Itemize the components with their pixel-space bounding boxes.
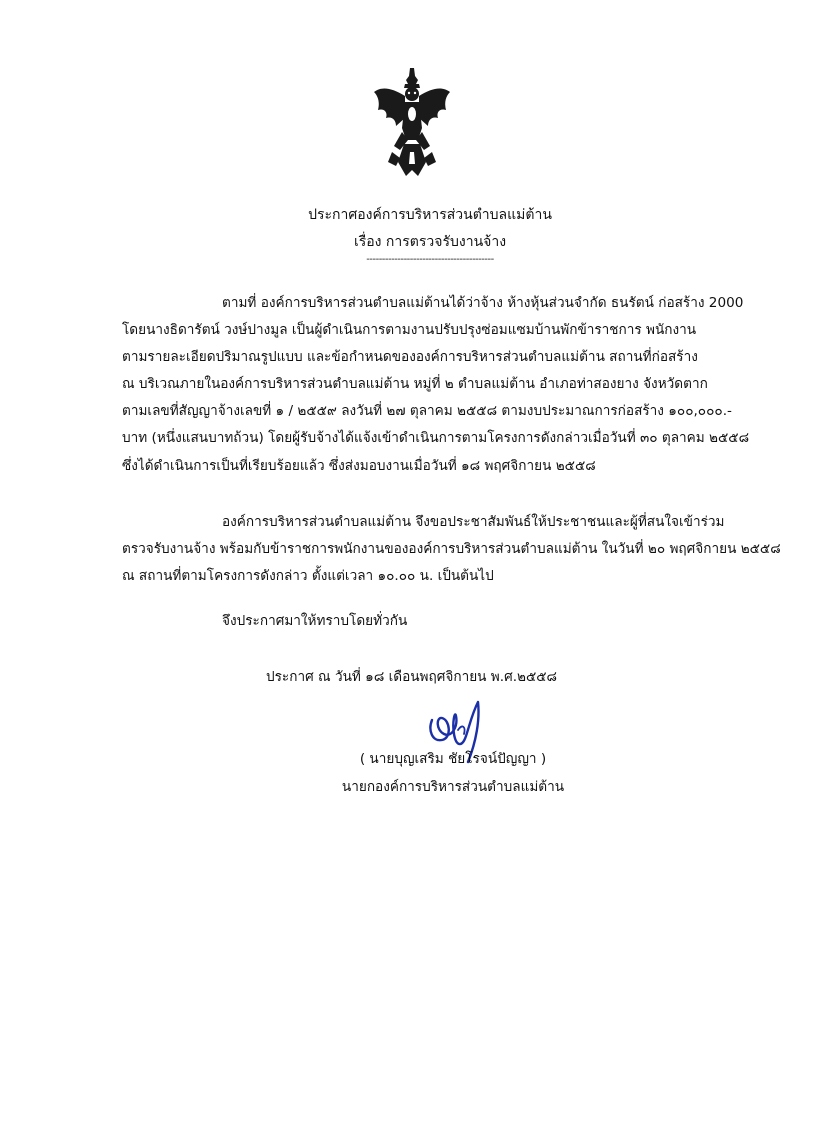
- paragraph-line: ณ บริเวณภายในองค์การบริหารส่วนตำบลแม่ต้าน หมู่ที่ ๒ ตำบลแม่ต้าน อำเภอท่าสองยาง จังหวัดตาก: [122, 376, 708, 393]
- paragraph-line: ตรวจรับงานจ้าง พร้อมกับข้าราชการพนักงานขององค์การบริหารส่วนตำบลแม่ต้าน ในวันที่ ๒๐ พฤศจิกายน ๒๕๕๘: [122, 541, 781, 558]
- announcement-heading: ประกาศองค์การบริหารส่วนตำบลแม่ต้าน: [308, 207, 552, 223]
- paragraph-line: ซึ่งได้ดำเนินการเป็นที่เรียบร้อยแล้ว ซึ่งส่งมอบงานเมื่อวันที่ ๑๘ พฤศจิกายน ๒๕๕๘: [122, 457, 596, 474]
- closing-statement: จึงประกาศมาให้ทราบโดยทั่วกัน: [222, 613, 408, 629]
- signer-name: ( นายบุญเสริม ชัยโรจน์ปัญญา ): [359, 751, 547, 767]
- announcement-date: ประกาศ ณ วันที่ ๑๘ เดือนพฤศจิกายน พ.ศ.๒๕๕๘: [266, 669, 558, 685]
- paragraph-line: บาท (หนึ่งแสนบาทถ้วน) โดยผู้รับจ้างได้แจ้งเข้าดำเนินการตามโครงการดังกล่าวเมื่อวันที่ ๓๐ ตุลาคม ๒๕๕๘: [122, 430, 750, 447]
- signer-title: นายกองค์การบริหารส่วนตำบลแม่ต้าน: [341, 779, 565, 795]
- garuda-emblem-icon: [372, 66, 452, 186]
- heading-divider: -----------------------------------------: [366, 254, 494, 265]
- paragraph-line: โดยนางธิดารัตน์ วงษ์ปางมูล เป็นผู้ดำเนินการตามงานปรับปรุงซ่อมแซมบ้านพักข้าราชการ พนักงาน: [122, 322, 697, 339]
- paragraph-line: องค์การบริหารส่วนตำบลแม่ต้าน จึงขอประชาสัมพันธ์ให้ประชาชนและผู้ที่สนใจเข้าร่วม: [222, 514, 725, 530]
- paragraph-line: ตามรายละเอียดปริมาณรูปแบบ และข้อกำหนดขององค์การบริหารส่วนตำบลแม่ต้าน สถานที่ก่อสร้าง: [122, 349, 698, 366]
- paragraph-invitation: [122, 509, 781, 590]
- paragraph-announcement-details: [122, 290, 750, 480]
- paragraph-line: ณ สถานที่ตามโครงการดังกล่าว ตั้งแต่เวลา ๑๐.๐๐ น. เป็นต้นไป: [122, 568, 494, 585]
- paragraph-line: ตามที่ องค์การบริหารส่วนตำบลแม่ต้านได้ว่าจ้าง ห้างหุ้นส่วนจำกัด ธนรัตน์ ก่อสร้าง 2000: [222, 295, 744, 311]
- subject-line: เรื่อง การตรวจรับงานจ้าง: [353, 234, 507, 250]
- paragraph-line: ตามเลขที่สัญญาจ้างเลขที่ ๑ / ๒๕๕๙ ลงวันที่ ๒๗ ตุลาคม ๒๕๕๘ ตามงบประมาณการก่อสร้าง ๑๐๐,๐๐๐.-: [122, 403, 732, 420]
